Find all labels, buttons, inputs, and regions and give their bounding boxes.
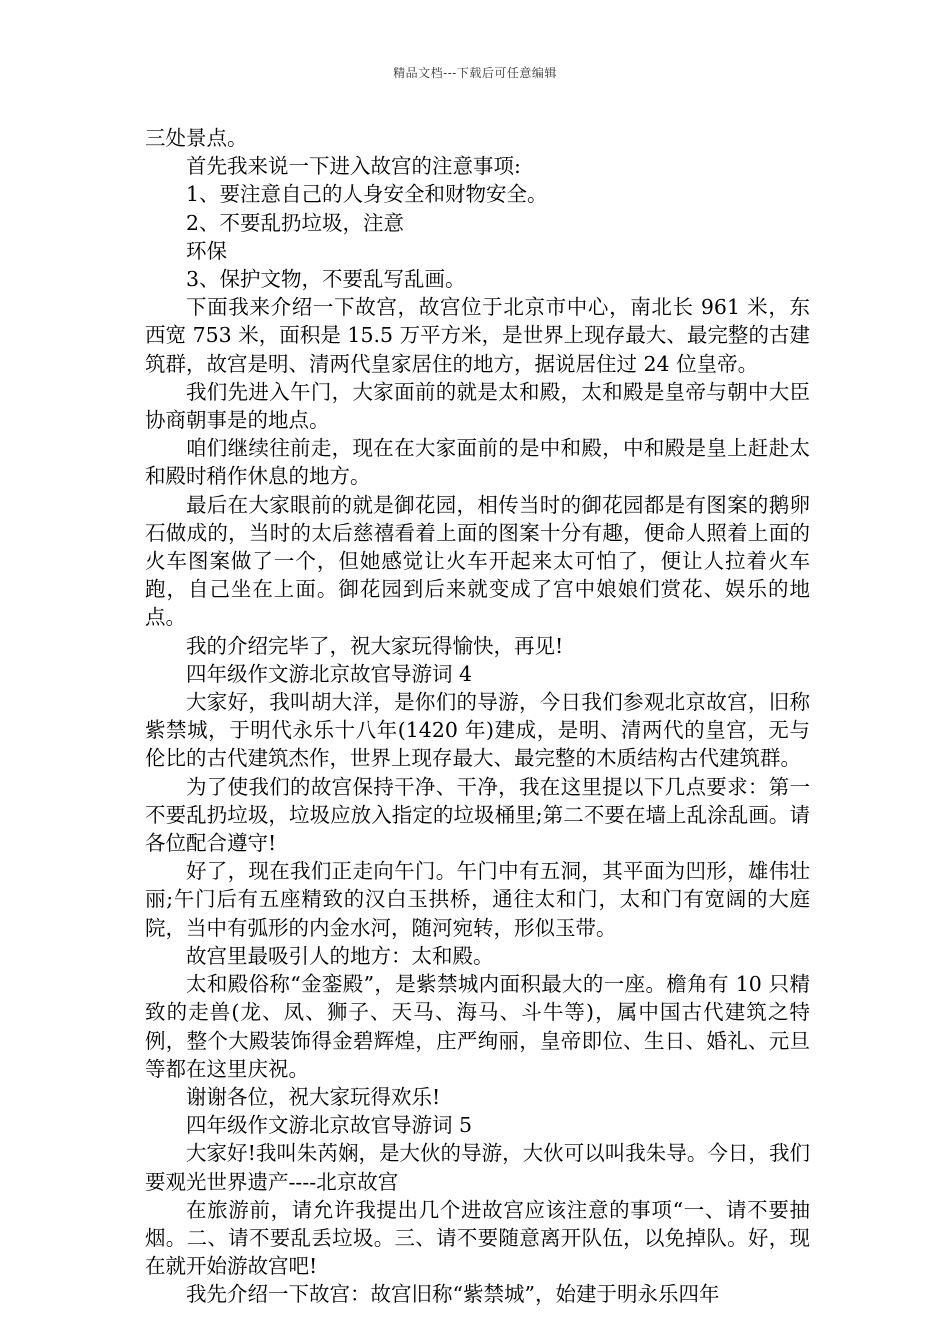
paragraph: 下面我来介绍一下故宫，故宫位于北京市中心，南北长 961 米，东西宽 753 米，面积是 15.5 万平方米，是世界上现存最大、最完整的古建筑群，故宫是明、清两代皇家居住的地方，据说居住过 24 位皇帝。: [145, 295, 810, 376]
paragraph: 三处景点。: [145, 126, 248, 150]
paragraph: 为了使我们的故宫保持干净、干净，我在这里提以下几点要求：第一不要乱扔垃圾，垃圾应放入指定的垃圾桶里;第二不要在墙上乱涂乱画。请各位配合遵守!: [145, 774, 810, 856]
paragraph: 四年级作文游北京故官导游词 5: [186, 1113, 473, 1138]
paragraph: 我们先进入午门，大家面前的就是太和殿，太和殿是皇帝与朝中大臣协商朝事是的地点。: [145, 379, 810, 433]
paragraph: 首先我来说一下进入故宫的注意事项:: [186, 154, 521, 179]
paragraph: 1、要注意自己的人身安全和财物安全。: [186, 182, 548, 207]
paragraph: 我先介绍一下故宫：故宫旧称“紫禁城”，始建于明永乐四年: [186, 1282, 720, 1307]
paragraph: 2、不要乱扔垃圾，注意: [186, 210, 405, 235]
paragraph: 大家好，我叫胡大洋，是你们的导游，今日我们参观北京故宫，旧称紫禁城，于明代永乐十八年(1420 年)建成，是明、清两代的皇宫，无与伦比的古代建筑杰作，世界上现存最大、最完整的木质结构古代建筑群。: [145, 690, 810, 771]
paragraph: 四年级作文游北京故官导游词 4: [186, 661, 473, 686]
paragraph: 好了，现在我们正走向午门。午门中有五洞，其平面为凹形，雄伟壮丽;午门后有五座精致的汉白玉拱桥，通往太和门，太和门有宽阔的大庭院，当中有弧形的内金水河，随河宛转，形似玉带。: [145, 859, 810, 940]
paragraph: 环保: [186, 238, 227, 263]
document-body: [145, 124, 810, 1309]
paragraph: 太和殿俗称“金銮殿”，是紫禁城内面积最大的一座。檐角有 10 只精致的走兽(龙、凤、狮子、天马、海马、斗牛等)，属中国古代建筑之特例，整个大殿装饰得金碧辉煌，庄严绚丽，皇帝即位、生日、婚礼、元旦等都在这里庆祝。: [145, 972, 810, 1081]
paragraph: 故宫里最吸引人的地方：太和殿。: [186, 943, 494, 968]
paragraph: 谢谢各位，祝大家玩得欢乐!: [186, 1084, 441, 1109]
page-header: 精品文档---下载后可任意编辑: [393, 66, 557, 80]
paragraph: 在旅游前，请允许我提出几个进故宫应该注意的事项“一、请不要抽烟。二、请不要乱丢垃圾。三、请不要随意离开队伍，以免掉队。好，现在就开始游故宫吧!: [145, 1197, 810, 1279]
paragraph: 大家好!我叫朱芮娴，是大伙的导游，大伙可以叫我朱导。今日，我们要观光世界遗产----北京故宫: [145, 1141, 810, 1194]
paragraph: 最后在大家眼前的就是御花园，相传当时的御花园都是有图案的鹅卵石做成的，当时的太后慈禧看着上面的图案十分有趣，便命人照着上面的火车图案做了一个，但她感觉让火车开起来太可怕了，便让人拉着火车跑，自己坐在上面。御花园到后来就变成了宫中娘娘们赏花、娱乐的地点。: [145, 492, 810, 630]
paragraph: 我的介绍完毕了，祝大家玩得愉快，再见!: [186, 633, 564, 658]
paragraph: 3、保护文物，不要乱写乱画。: [186, 267, 466, 292]
paragraph: 咱们继续往前走，现在在大家面前的是中和殿，中和殿是皇上赶赴太和殿时稍作休息的地方。: [145, 436, 810, 489]
